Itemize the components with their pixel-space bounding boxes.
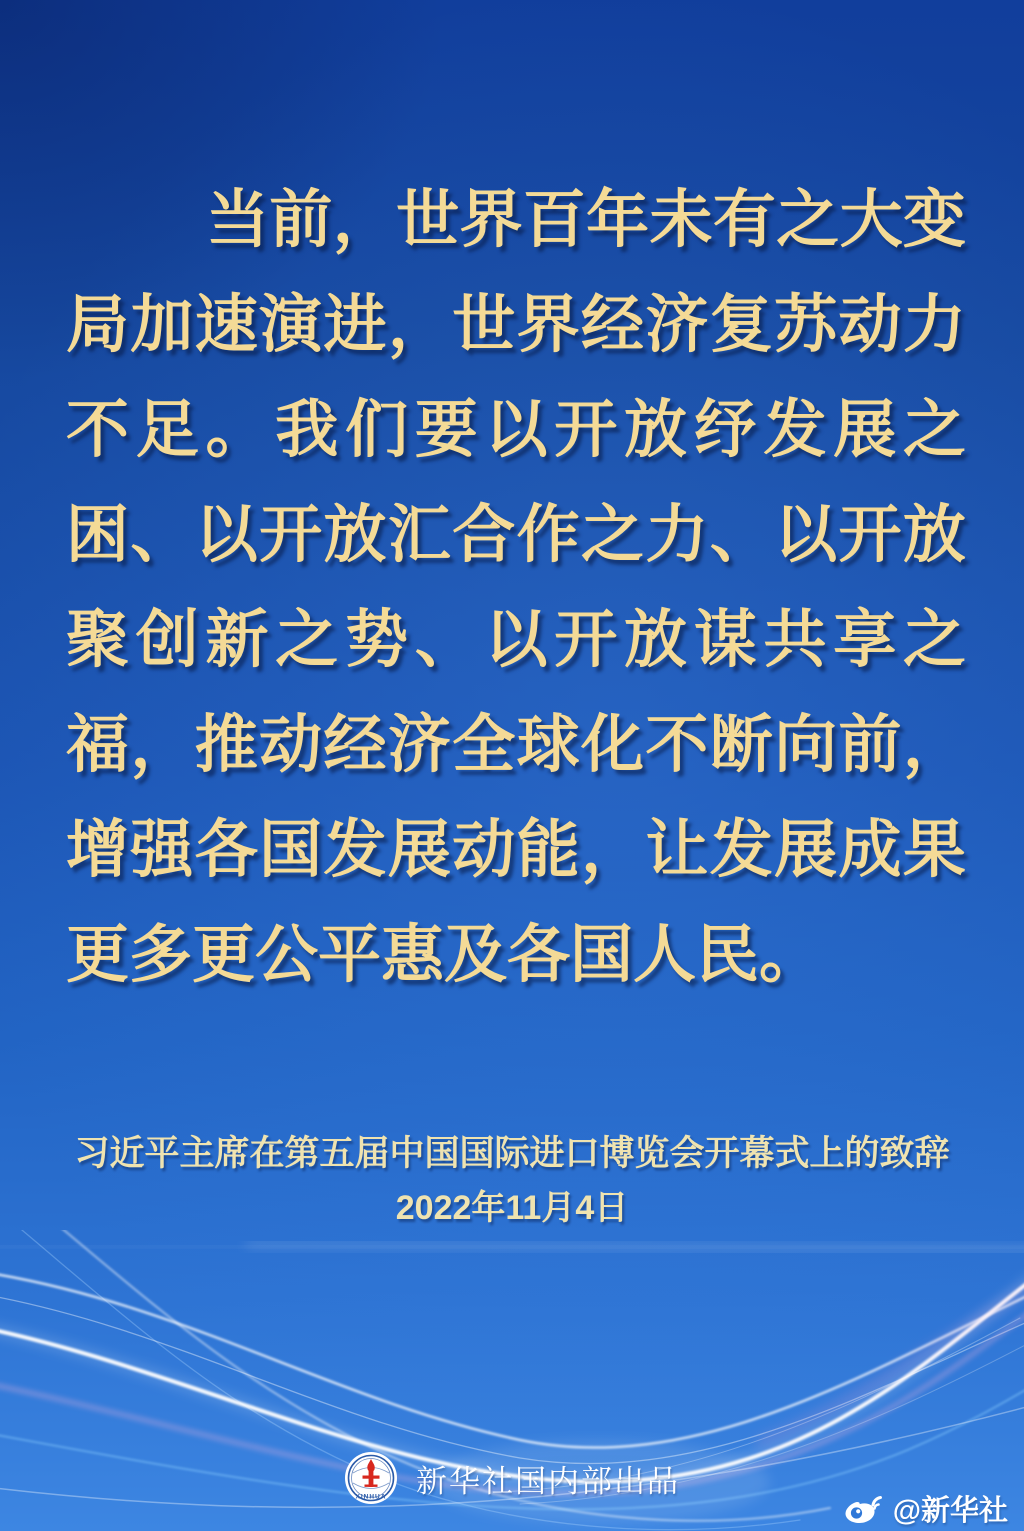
xinhua-logo-text: XINHUA [355, 1493, 387, 1501]
xinhua-logo [344, 1451, 398, 1505]
quote-line: 聚 创 新 之 势 、 以 开 放 谋 共 享 之 [66, 605, 966, 675]
publisher-text: 新华社国内部出品 [416, 1463, 680, 1499]
attribution-date: 2022年11月4日 [395, 1189, 629, 1227]
quote-line: 不 足 。 我 们 要 以 开 放 纾 发 展 之 [66, 395, 966, 465]
quote-line: 困 、 以 开 放 汇 合 作 之 力 、 以 开 放 [66, 500, 966, 570]
quote-line: 局 加 速 演 进 ， 世 界 经 济 复 苏 动 力 [66, 290, 966, 360]
weibo-handle: @新华社 [892, 1495, 1008, 1527]
quote-line: 福 ， 推 动 经 济 全 球 化 不 断 向 前 ， [66, 710, 966, 780]
attribution-title: 习近平主席在第五届中国国际进口博览会开幕式上的致辞 [74, 1134, 950, 1173]
quote-line: 更多更公平惠及各国人民。 [66, 920, 822, 990]
weibo-icon [843, 1492, 887, 1526]
quote-text [66, 168, 966, 1008]
weibo-watermark [843, 1488, 1008, 1529]
quote-line: 增 强 各 国 发 展 动 能 ， 让 发 展 成 果 [66, 815, 966, 885]
quote-line: 当 前 ， 世 界 百 年 未 有 之 大 变 [206, 185, 966, 255]
